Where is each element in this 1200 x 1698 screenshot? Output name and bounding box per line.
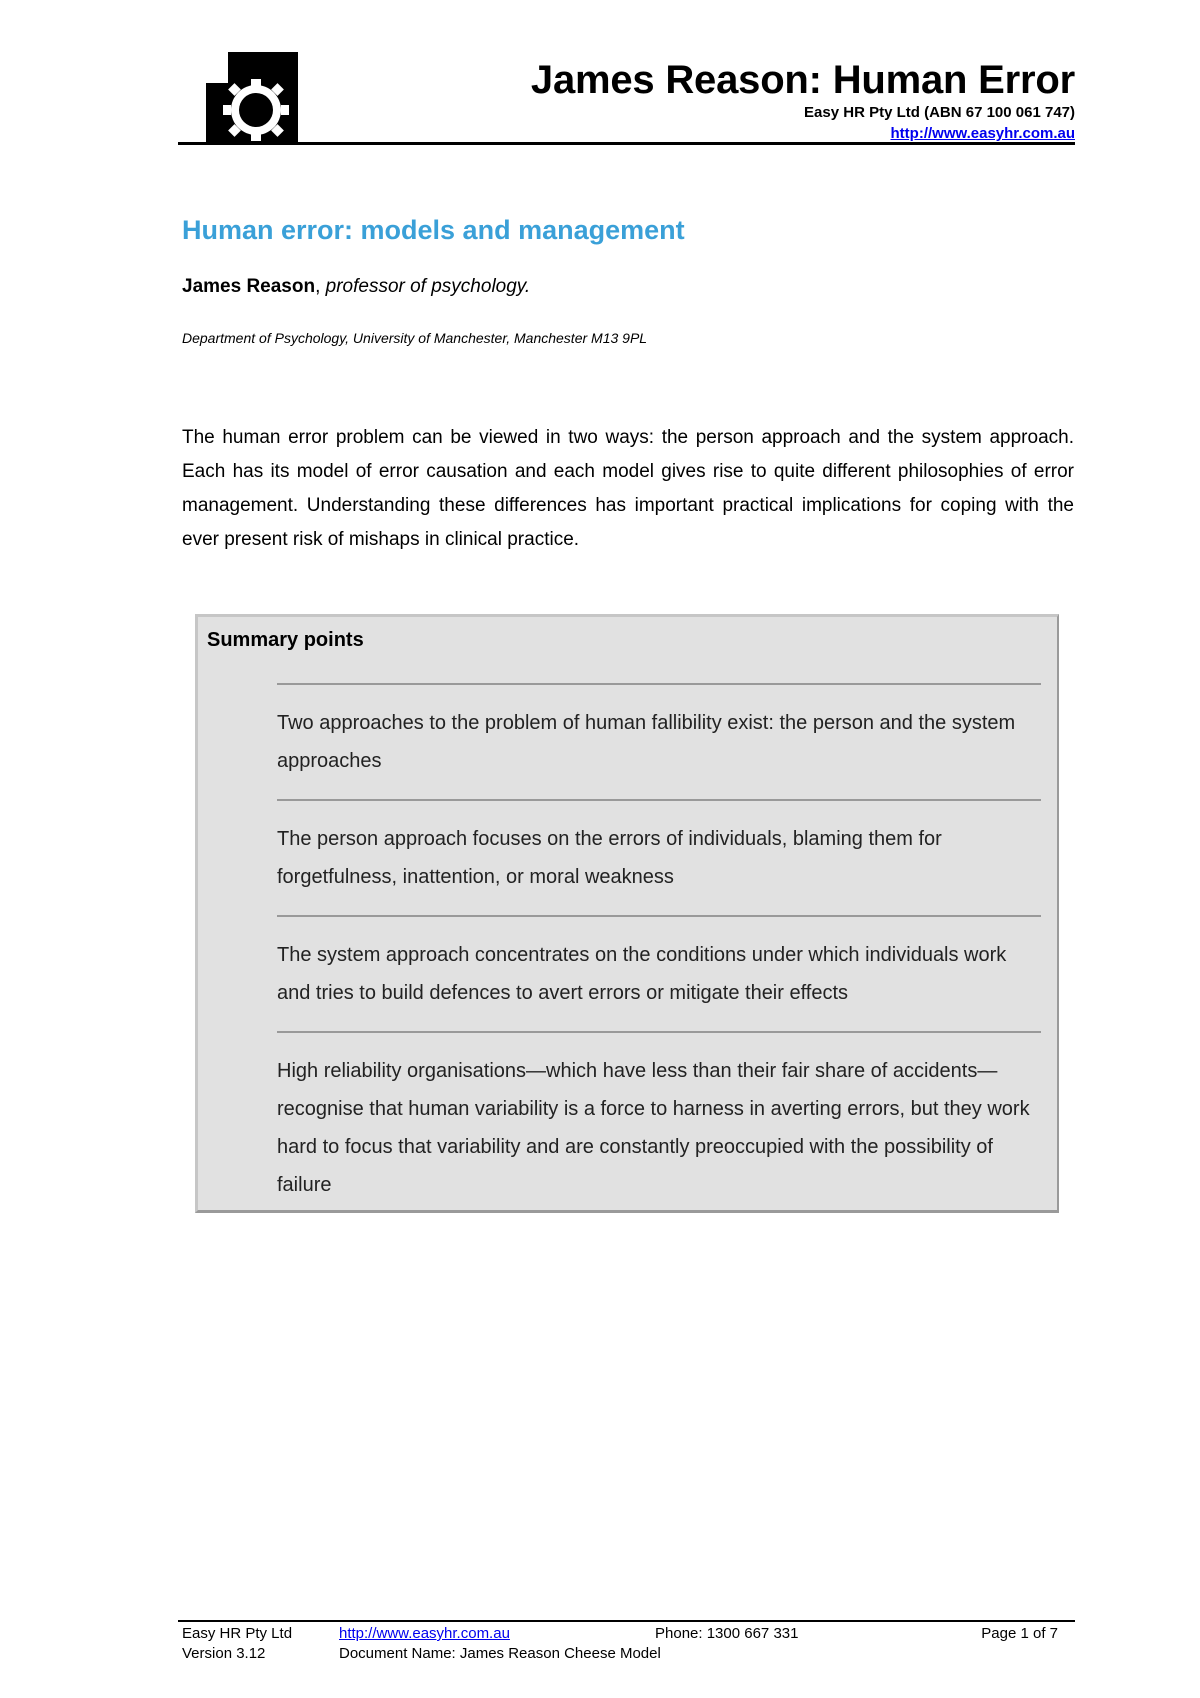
summary-item: Two approaches to the problem of human fallibility exist: the person and the system approaches [277,683,1041,799]
document-title: James Reason: Human Error [530,58,1075,102]
company-line: Easy HR Pty Ltd (ABN 67 100 061 747) [804,104,1075,121]
summary-heading: Summary points [207,629,364,651]
footer-document-name: Document Name: James Reason Cheese Model [339,1645,661,1662]
author-line [182,276,530,298]
footer-phone: Phone: 1300 667 331 [655,1625,799,1642]
summary-item: High reliability organisations—which have less than their fair share of accidents—recognise that human variability is a force to harness in averting errors, but they work hard to focus that variability and are constantly preoccupied with the possibility of failure [277,1031,1041,1223]
article-title: Human error: models and management [182,215,685,245]
author-affiliation: Department of Psychology, University of Manchester, Manchester M13 9PL [182,330,648,346]
footer-version: Version 3.12 [182,1645,266,1662]
summary-list [277,683,1041,1223]
summary-box [195,614,1059,1213]
header-website-link[interactable]: http://www.easyhr.com.au [890,125,1075,142]
summary-item: The person approach focuses on the errors of individuals, blaming them for forgetfulness, inattention, or moral weakness [277,799,1041,915]
summary-item: The system approach concentrates on the conditions under which individuals work and tries to build defences to avert errors or mitigate their effects [277,915,1041,1031]
author-role: professor of psychology. [325,276,531,297]
header-divider [178,142,1075,145]
author-name: James Reason [182,276,316,297]
footer-website-link[interactable]: http://www.easyhr.com.au [339,1625,510,1642]
footer-divider [178,1620,1075,1622]
footer-page-number: Page 1 of 7 [981,1625,1058,1642]
gear-icon [206,52,298,144]
author-separator: , [315,276,326,297]
intro-paragraph: The human error problem can be viewed in two ways: the person approach and the system approach. Each has its model of error causation and each model gives rise to quite different philosophies of error management. Understanding these differences has important practical implications for coping with the ever present risk of mishaps in clinical practice. [182,427,1074,550]
footer-company: Easy HR Pty Ltd [182,1625,293,1642]
